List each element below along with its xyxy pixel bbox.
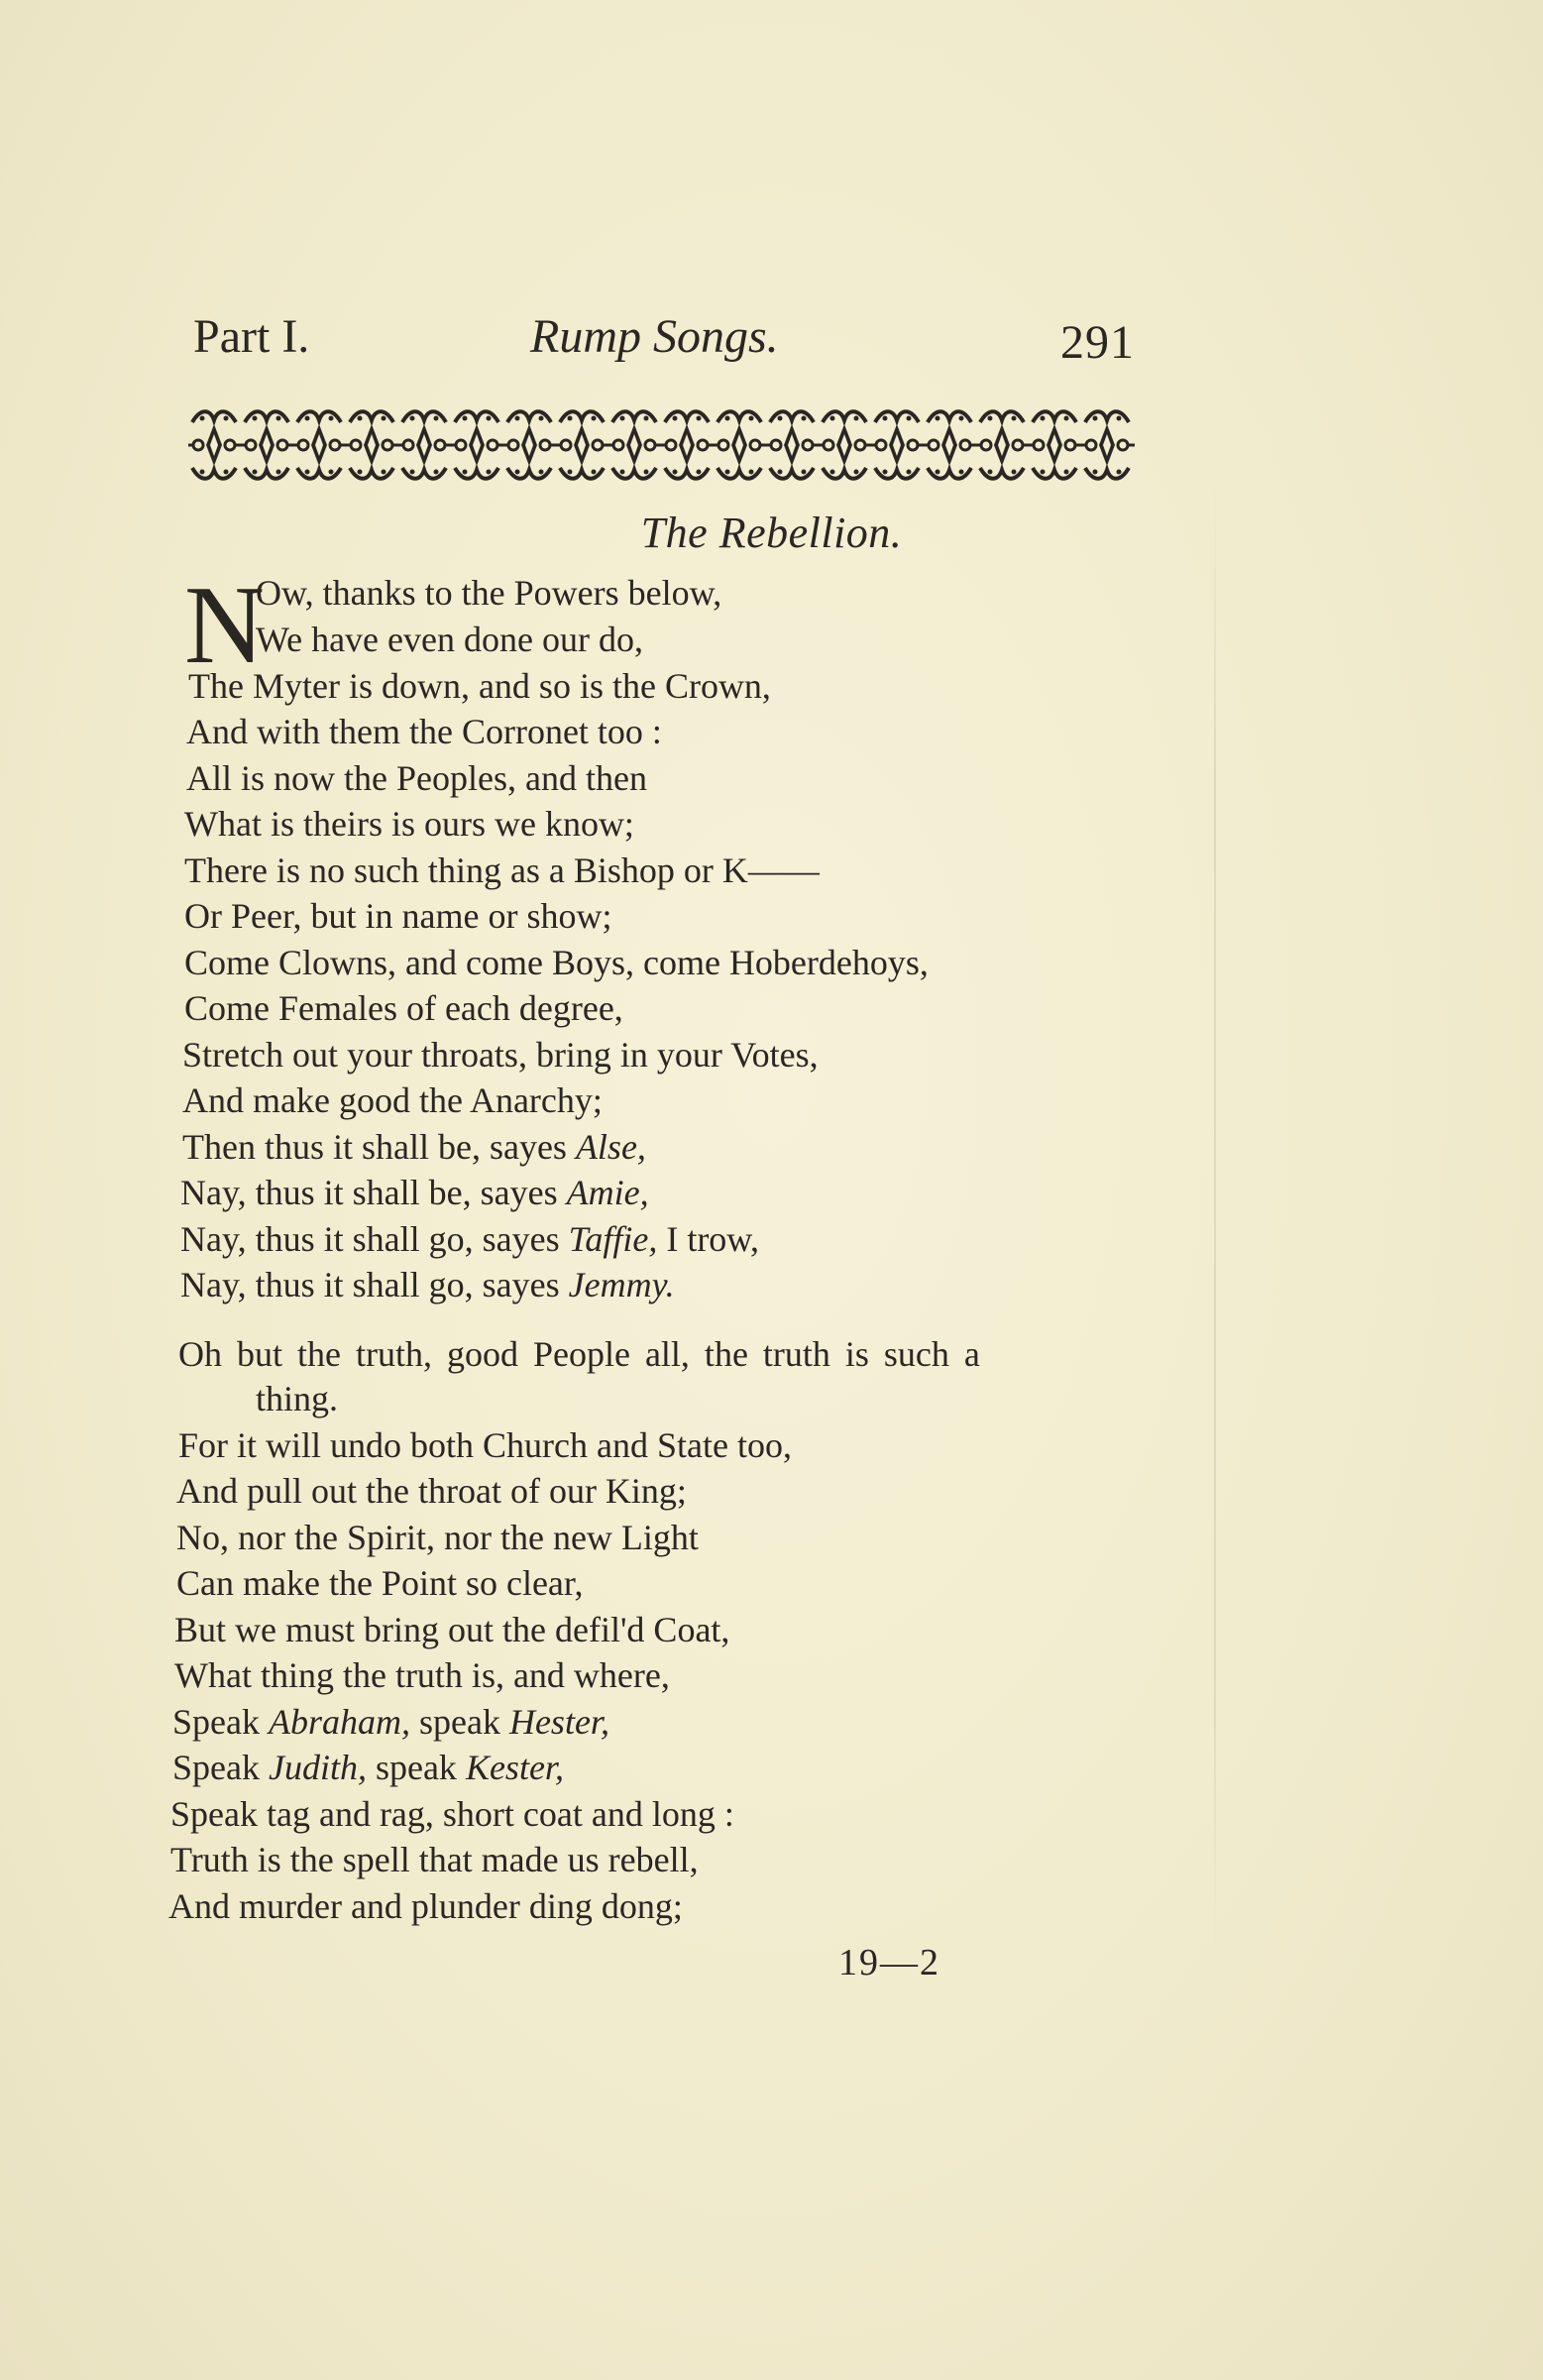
decorative-border [188, 404, 1135, 486]
running-head [193, 309, 1135, 379]
verse-line [182, 1129, 646, 1165]
page-number: 291 [1060, 316, 1135, 369]
verse-text: I trow, [657, 1219, 759, 1259]
speaker-name: Hester, [508, 1702, 609, 1742]
verse-line: Ow, thanks to the Powers below, [256, 573, 722, 613]
book-title: Rump Songs. [530, 310, 779, 363]
verse-line: What is theirs is ours we know; [184, 804, 634, 844]
verse-text: Speak [172, 1748, 269, 1787]
verse-line: Come Females of each degree, [184, 988, 623, 1028]
verse-text: Then thus it shall be, sayes [182, 1127, 576, 1167]
verse-line: And pull out the throat of our King; [176, 1471, 687, 1511]
verse-line: Stretch out your throats, bring in your Votes, [182, 1035, 819, 1075]
verse-line: What thing the truth is, and where, [174, 1655, 670, 1695]
verse-line: But we must bring out the defil'd Coat, [174, 1610, 730, 1649]
verse-text: Nay, thus it shall be, sayes [180, 1173, 567, 1212]
drop-cap: N [184, 564, 265, 687]
verse-line: For it will undo both Church and State too, [178, 1425, 792, 1465]
verse-text: speak [409, 1702, 509, 1742]
poem-title: The Rebellion. [640, 509, 903, 557]
verse-text: Nay, thus it shall go, sayes [180, 1219, 569, 1259]
signature-mark: 19—2 [838, 1942, 940, 1983]
verse-line: Or Peer, but in name or show; [184, 896, 612, 936]
verse-line: We have even done our do, [256, 620, 643, 659]
verse-line: The Myter is down, and so is the Crown, [188, 666, 771, 706]
speaker-name: Amie, [566, 1173, 649, 1212]
verse-text: Nay, thus it shall go, sayes [180, 1265, 569, 1304]
speaker-name: Kester, [465, 1748, 564, 1787]
speaker-name: Judith, [268, 1748, 367, 1787]
verse-line [172, 1750, 564, 1785]
ornament-band-icon [188, 404, 1135, 486]
verse-line: Can make the Point so clear, [176, 1563, 584, 1603]
verse-text: Speak [172, 1702, 269, 1742]
speaker-name: Jemmy. [568, 1265, 675, 1304]
verse-line: Truth is the spell that made us rebell, [170, 1840, 699, 1879]
verse-line [180, 1267, 675, 1303]
speaker-name: Alse, [575, 1127, 646, 1167]
verse-line [180, 1221, 759, 1257]
verse-text: speak [366, 1748, 466, 1787]
verse-line: There is no such thing as a Bishop or K—— [184, 850, 820, 890]
verse-line: All is now the Peoples, and then [186, 758, 647, 798]
page-fold-shadow [1214, 476, 1216, 1963]
verse-line: Oh but the truth, good People all, the truth is such a [178, 1334, 980, 1374]
verse-line: No, nor the Spirit, nor the new Light [176, 1518, 699, 1557]
verse-line: thing. [256, 1379, 339, 1418]
verse-line: Come Clowns, and come Boys, come Hoberdehoys, [184, 943, 929, 982]
speaker-name: Taffie, [568, 1219, 658, 1259]
verse-line [180, 1175, 649, 1210]
part-label: Part I. [193, 310, 310, 363]
speaker-name: Abraham, [268, 1702, 410, 1742]
verse-line: And with them the Corronet too : [186, 712, 662, 751]
verse-line: And murder and plunder ding dong; [168, 1886, 683, 1926]
verse-line [172, 1704, 609, 1740]
verse-line: And make good the Anarchy; [182, 1080, 603, 1120]
verse-line: Speak tag and rag, short coat and long : [170, 1794, 734, 1834]
